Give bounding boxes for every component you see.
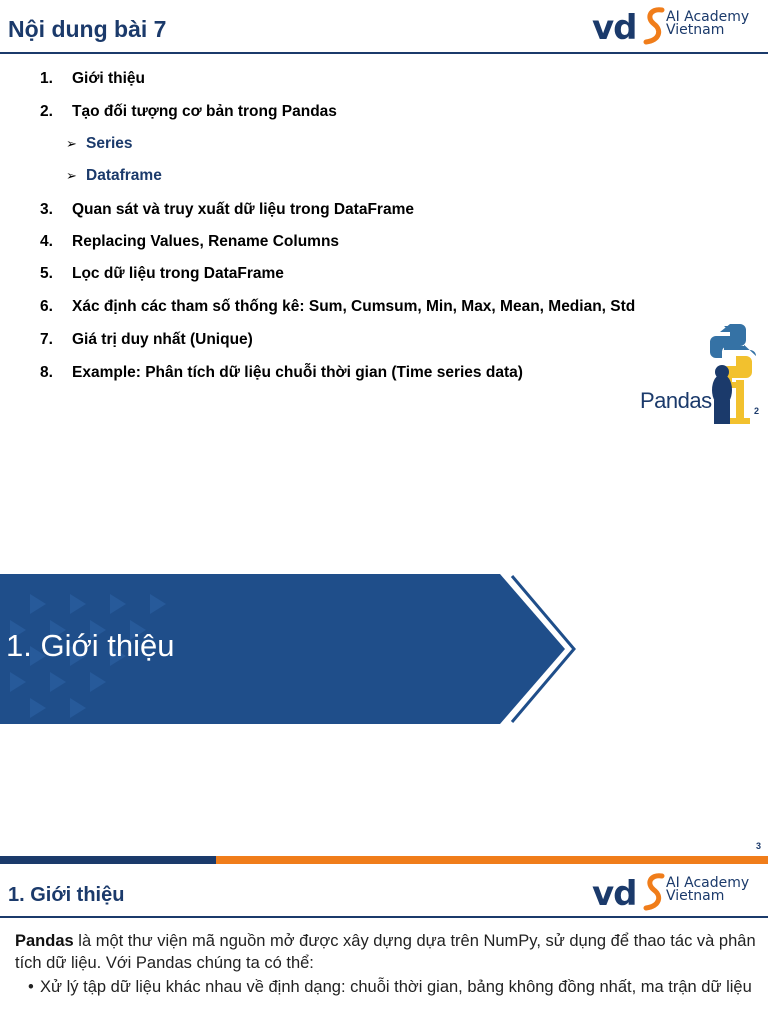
agenda-subitem-series: ➢ Series: [66, 135, 133, 152]
agenda-item-6: 6. Xác định các tham số thống kê: Sum, Cumsum, Min, Max, Mean, Median, Std: [40, 298, 636, 315]
bullet-dot-icon: •: [28, 978, 34, 996]
logo-line-2: Vietnam: [666, 22, 725, 38]
intro-text: là một thư viện mã nguồn mở được xây dựng dựa trên NumPy, sử dụng để thao tác và phân tích dữ liệu. Với Pandas chúng ta có thể:: [15, 932, 756, 972]
agenda-item-3: 3. Quan sát và truy xuất dữ liệu trong DataFrame: [40, 201, 414, 218]
arrow-bullet-icon: ➢: [66, 168, 77, 183]
header-divider-2: [0, 916, 768, 918]
vds-logo-2: [592, 870, 762, 914]
bullet-item-1: • Xử lý tập dữ liệu khác nhau về định dạng: chuỗi thời gian, bảng không đồng nhất, ma trận dữ liệu: [28, 978, 752, 996]
page-number-3: 3: [756, 841, 762, 851]
logo-mark: vd: [592, 8, 637, 48]
slide-title: Nội dung bài 7: [8, 16, 167, 42]
agenda-subitem-dataframe: ➢ Dataframe: [66, 167, 162, 184]
section-title: 1. Giới thiệu: [6, 628, 175, 663]
slide-divider-orange: [216, 856, 768, 864]
agenda-item-7: 7. Giá trị duy nhất (Unique): [40, 331, 253, 348]
slide-divider-blue: [0, 856, 216, 864]
agenda-item-4: 4. Replacing Values, Rename Columns: [40, 233, 340, 250]
header-divider: [0, 52, 768, 54]
agenda-item-5: 5. Lọc dữ liệu trong DataFrame: [40, 265, 284, 282]
s-swirl-icon: [642, 4, 668, 48]
python-panda-icon: [706, 320, 756, 426]
agenda-item-1: 1. Giới thiệu: [40, 70, 146, 87]
slide2-title: 1. Giới thiệu: [8, 884, 125, 906]
page-number-2: 2: [754, 406, 760, 416]
logo-line-1: AI Academy: [666, 875, 750, 891]
logo-text: [666, 11, 749, 37]
s-swirl-icon: [642, 870, 668, 914]
agenda-item-8: 8. Example: Phân tích dữ liệu chuỗi thời gian (Time series data): [40, 364, 523, 381]
logo-text: [666, 877, 749, 903]
logo-line-2: Vietnam: [666, 888, 725, 904]
logo-mark: vd: [592, 874, 637, 914]
pandas-label: Pandas: [640, 388, 712, 413]
intro-paragraph: [15, 930, 760, 974]
logo-line-1: AI Academy: [666, 9, 750, 25]
arrow-bullet-icon: ➢: [66, 136, 77, 151]
intro-bold: Pandas: [15, 932, 74, 950]
agenda-item-2: 2. Tạo đối tượng cơ bản trong Pandas: [40, 103, 337, 120]
vds-logo: [592, 4, 762, 48]
